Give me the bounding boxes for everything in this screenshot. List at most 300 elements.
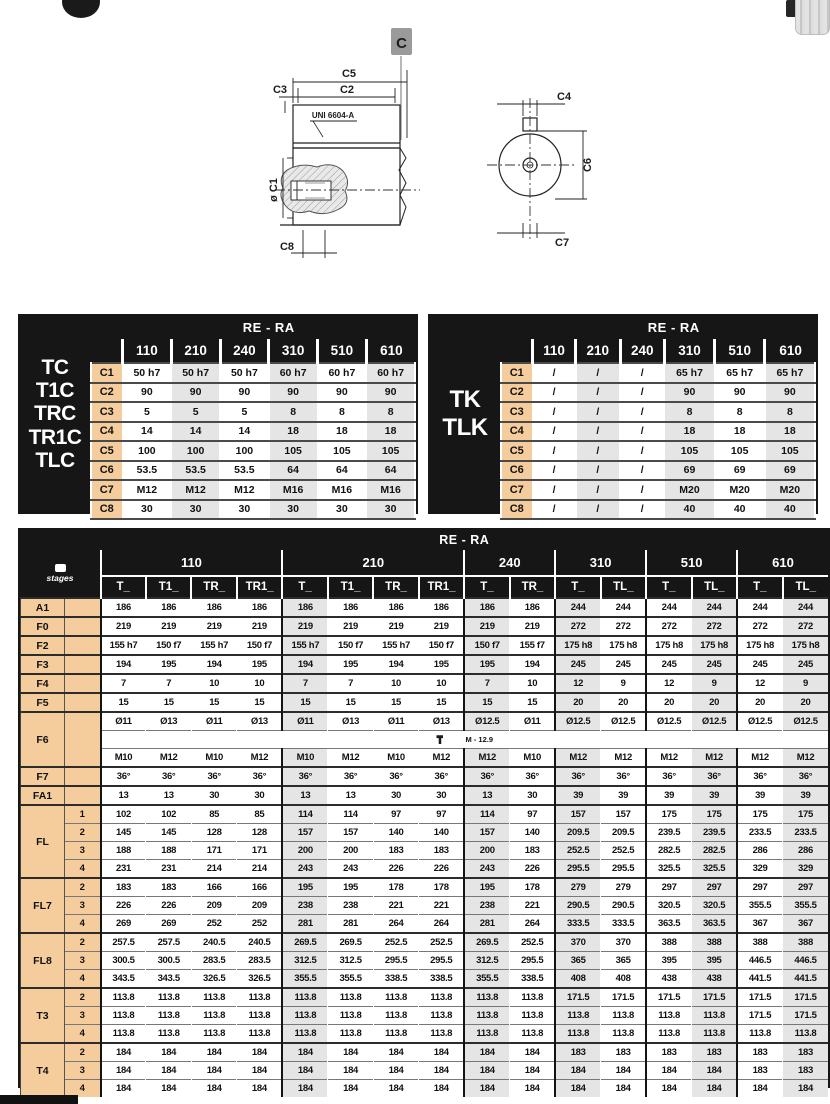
dim-value-cell: 9 (783, 674, 828, 693)
dim-value-cell: 183 (601, 1043, 646, 1062)
tk-dimensions (500, 316, 816, 520)
dim-value-cell: 113.8 (282, 988, 327, 1007)
stage-cell: 2 (65, 933, 101, 952)
dim-value-cell: 145 (146, 824, 191, 842)
dim-value-cell: 194 (373, 655, 418, 674)
dim-value-cell: 150 f7 (237, 636, 282, 655)
dimension-row (501, 383, 815, 403)
dim-value-cell: 365 (601, 952, 646, 970)
dim-value-cell: 186 (510, 598, 555, 617)
row-label: F3 (21, 655, 65, 674)
dim-value-cell: 209 (237, 897, 282, 915)
dim-value-cell: / (576, 480, 620, 500)
dim-value-cell: 355.5 (783, 897, 828, 915)
dim-value-cell: 113.8 (555, 1025, 600, 1044)
dim-value-cell: 388 (692, 933, 737, 952)
dim-value-cell: 113.8 (101, 1007, 146, 1025)
dim-value-cell: 10 (419, 674, 464, 693)
dim-value-cell: 186 (373, 598, 418, 617)
dim-value-cell: 184 (510, 1043, 555, 1062)
stage-cell (65, 674, 101, 693)
dim-value-cell: 113.8 (646, 1007, 691, 1025)
dim-value-cell: 272 (601, 617, 646, 636)
dim-value-cell: / (533, 461, 576, 481)
dim-label-cell: C6 (91, 461, 123, 481)
dim-value-cell: 183 (783, 1062, 828, 1080)
dim-value-cell: / (576, 461, 620, 481)
dim-value-cell: 395 (692, 952, 737, 970)
dim-value-cell: 184 (555, 1062, 600, 1080)
dim-value-cell: 269.5 (464, 933, 509, 952)
dim-value-cell: Ø12.5 (555, 712, 600, 731)
dim-value-cell: 283.5 (191, 952, 236, 970)
dim-value-cell: 194 (282, 655, 327, 674)
dim-value-cell: 171.5 (555, 988, 600, 1007)
dim-value-cell: 157 (464, 824, 509, 842)
stages-header (21, 550, 101, 598)
dim-value-cell: / (533, 363, 576, 383)
row-label: F2 (21, 636, 65, 655)
dim-value-cell: 184 (237, 1062, 282, 1080)
model-name: TC (41, 356, 69, 380)
dim-value-cell: 233.5 (783, 824, 828, 842)
dim-label-cell: C5 (501, 441, 533, 461)
dim-value-cell: 36° (419, 767, 464, 786)
dim-value-cell: 140 (510, 824, 555, 842)
dim-value-cell: 184 (101, 1062, 146, 1080)
screw-icon (436, 735, 443, 744)
dim-value-cell: 140 (419, 824, 464, 842)
dim-value-cell: 105 (366, 441, 415, 461)
dim-value-cell: M12 (737, 749, 782, 768)
dimension-row (21, 1080, 829, 1098)
stage-cell: 4 (65, 860, 101, 879)
dim-value-cell: 183 (101, 878, 146, 897)
dim-value-cell: 238 (328, 897, 373, 915)
dim-value-cell: 245 (601, 655, 646, 674)
dim-value-cell: 53.5 (220, 461, 269, 481)
dim-value-cell: 295.5 (419, 952, 464, 970)
dim-value-cell: 39 (783, 786, 828, 805)
dim-value-cell: 10 (237, 674, 282, 693)
dim-value-cell: 363.5 (692, 915, 737, 934)
dim-value-cell: / (533, 500, 576, 520)
dim-value-cell: 186 (464, 598, 509, 617)
dim-value-cell: 20 (783, 693, 828, 712)
dim-value-cell: 97 (373, 805, 418, 824)
row-label: F5 (21, 693, 65, 712)
dim-value-cell: 272 (737, 617, 782, 636)
dim-value-cell: 175 h8 (783, 636, 828, 655)
dim-value-cell: 178 (510, 878, 555, 897)
dim-value-cell: 150 f7 (328, 636, 373, 655)
dimension-row (501, 422, 815, 442)
stage-cell: 2 (65, 878, 101, 897)
stage-cell: 3 (65, 842, 101, 860)
dim-value-cell: 155 h7 (101, 636, 146, 655)
dim-value-cell: 184 (146, 1062, 191, 1080)
dim-value-cell: 30 (269, 500, 318, 520)
dim-value-cell: 312.5 (464, 952, 509, 970)
model-list-tc (20, 316, 90, 512)
model-name: TK (449, 386, 481, 414)
dim-value-cell: 184 (146, 1043, 191, 1062)
dim-value-cell: 438 (692, 970, 737, 989)
dim-value-cell: / (533, 383, 576, 403)
dim-value-cell: 279 (555, 878, 600, 897)
stages-label: stages (46, 573, 74, 583)
dim-value-cell: 36° (510, 767, 555, 786)
dim-value-cell: 343.5 (101, 970, 146, 989)
dim-value-cell: 60 h7 (269, 363, 318, 383)
dim-value-cell: M12 (601, 749, 646, 768)
view-badge-label: C (396, 35, 407, 52)
shaft-type-header: T_ (101, 576, 146, 598)
dim-value-cell: 195 (237, 655, 282, 674)
dim-value-cell: 113.8 (328, 1025, 373, 1044)
dim-value-cell: 226 (510, 860, 555, 879)
dim-value-cell: 64 (269, 461, 318, 481)
dim-value-cell: 97 (419, 805, 464, 824)
dim-value-cell: M12 (171, 480, 220, 500)
dim-value-cell: 184 (191, 1080, 236, 1098)
dim-value-cell: 105 (715, 441, 765, 461)
dim-value-cell: 36° (737, 767, 782, 786)
dim-value-cell: 30 (191, 786, 236, 805)
dim-value-cell: 282.5 (646, 842, 691, 860)
dimension-row (21, 970, 829, 989)
stage-cell (65, 617, 101, 636)
dim-value-cell: 252.5 (373, 933, 418, 952)
dim-value-cell: 15 (282, 693, 327, 712)
dim-value-cell: 446.5 (783, 952, 828, 970)
dim-value-cell: 184 (646, 1080, 691, 1098)
dim-value-cell: 36° (146, 767, 191, 786)
dim-value-cell: 36° (101, 767, 146, 786)
dim-value-cell: 272 (692, 617, 737, 636)
dim-value-cell: 355.5 (464, 970, 509, 989)
dim-label-cell: C8 (501, 500, 533, 520)
gearbox-icon (55, 564, 66, 572)
dim-value-cell: 329 (783, 860, 828, 879)
dim-value-cell: 5 (171, 402, 220, 422)
dim-value-cell: 15 (373, 693, 418, 712)
dim-value-cell: 171 (237, 842, 282, 860)
dim-value-cell: 252.5 (510, 933, 555, 952)
dim-value-cell: 90 (366, 383, 415, 403)
dim-value-cell: M20 (715, 480, 765, 500)
dim-value-cell: 114 (328, 805, 373, 824)
dim-value-cell: 113.8 (191, 1007, 236, 1025)
dim-value-cell: 186 (419, 598, 464, 617)
dim-value-cell: 388 (646, 933, 691, 952)
dim-value-cell: 300.5 (146, 952, 191, 970)
dim-value-cell: 184 (373, 1062, 418, 1080)
dim-value-cell: 269 (146, 915, 191, 934)
dim-value-cell: M12 (146, 749, 191, 768)
dim-value-cell: / (576, 363, 620, 383)
dim-value-cell: 65 h7 (715, 363, 765, 383)
dim-value-cell: 244 (737, 598, 782, 617)
dim-value-cell: 13 (464, 786, 509, 805)
dim-value-cell: M10 (373, 749, 418, 768)
dim-value-cell: 155 h7 (191, 636, 236, 655)
dim-value-cell: 36° (692, 767, 737, 786)
dim-value-cell: 171.5 (692, 988, 737, 1007)
dim-value-cell: 13 (282, 786, 327, 805)
dim-value-cell: 113.8 (555, 1007, 600, 1025)
dim-value-cell: 113.8 (783, 1025, 828, 1044)
size-header: 210 (576, 339, 620, 363)
dim-value-cell: 184 (510, 1080, 555, 1098)
dim-value-cell: 184 (237, 1043, 282, 1062)
dim-value-cell: 286 (737, 842, 782, 860)
model-name: TLC (35, 448, 75, 472)
dimension-row (21, 1007, 829, 1025)
size-group-header: 610 (737, 550, 828, 576)
dim-value-cell: 90 (220, 383, 269, 403)
dim-value-cell: 39 (555, 786, 600, 805)
dim-value-cell: 195 (328, 878, 373, 897)
dim-value-cell: 408 (555, 970, 600, 989)
dim-value-cell: 113.8 (328, 988, 373, 1007)
shaft-type-header: TR1_ (237, 576, 282, 598)
dim-value-cell: 113.8 (237, 1025, 282, 1044)
row-label: FL8 (21, 933, 65, 988)
dim-value-cell: 100 (123, 441, 172, 461)
dim-value-cell: 175 h8 (555, 636, 600, 655)
dim-value-cell: 281 (464, 915, 509, 934)
dim-value-cell: 184 (555, 1080, 600, 1098)
dimension-row (91, 363, 415, 383)
dim-value-cell: Ø12.5 (601, 712, 646, 731)
size-header: 110 (533, 339, 576, 363)
dim-value-cell: 243 (328, 860, 373, 879)
dim-value-cell: Ø11 (101, 712, 146, 731)
dimension-row (501, 461, 815, 481)
shaft-type-header: TR_ (191, 576, 236, 598)
dim-value-cell: 244 (555, 598, 600, 617)
dim-value-cell: 113.8 (101, 1025, 146, 1044)
dimension-row (91, 500, 415, 520)
dim-value-cell: 64 (318, 461, 367, 481)
size-header: 240 (620, 339, 664, 363)
dim-value-cell: 30 (318, 500, 367, 520)
dim-value-cell: 12 (646, 674, 691, 693)
dim-value-cell: M16 (366, 480, 415, 500)
screw-class-text: M - 12.9 (465, 734, 493, 744)
dim-value-cell: 15 (419, 693, 464, 712)
model-name: TR1C (28, 425, 82, 449)
stage-cell (65, 712, 101, 767)
dimension-row (21, 786, 829, 805)
dim-value-cell: M12 (692, 749, 737, 768)
dim-value-cell: 175 (692, 805, 737, 824)
dim-value-cell: 30 (373, 786, 418, 805)
dim-value-cell: 240.5 (237, 933, 282, 952)
dim-value-cell: / (533, 480, 576, 500)
dimension-row (501, 363, 815, 383)
dim-value-cell: 175 (646, 805, 691, 824)
dim-value-cell: 184 (464, 1080, 509, 1098)
stage-cell: 4 (65, 915, 101, 934)
dim-value-cell: 36° (191, 767, 236, 786)
dim-value-cell: 171.5 (783, 1007, 828, 1025)
dim-value-cell: 300.5 (101, 952, 146, 970)
dim-value-cell: 184 (282, 1062, 327, 1080)
dim-value-cell: / (533, 441, 576, 461)
dim-value-cell: 312.5 (328, 952, 373, 970)
dim-value-cell: 184 (419, 1080, 464, 1098)
dim-value-cell: 244 (783, 598, 828, 617)
dim-value-cell: 30 (171, 500, 220, 520)
dim-value-cell: 105 (765, 441, 815, 461)
dim-value-cell: 290.5 (555, 897, 600, 915)
dim-value-cell: / (576, 441, 620, 461)
dim-value-cell: 184 (692, 1062, 737, 1080)
dim-value-cell: M20 (664, 480, 714, 500)
dim-value-cell: 355.5 (282, 970, 327, 989)
dim-value-cell: 90 (318, 383, 367, 403)
dim-value-cell: 113.8 (464, 1007, 509, 1025)
dimension-row (21, 636, 829, 655)
dim-value-cell: 184 (737, 1080, 782, 1098)
dim-value-cell: 183 (146, 878, 191, 897)
stage-cell: 2 (65, 1043, 101, 1062)
row-label: F0 (21, 617, 65, 636)
dimension-row (21, 952, 829, 970)
dim-value-cell: 175 h8 (692, 636, 737, 655)
dim-value-cell: 7 (101, 674, 146, 693)
dim-value-cell: 195 (146, 655, 191, 674)
dim-value-cell: M10 (191, 749, 236, 768)
dim-value-cell: 221 (419, 897, 464, 915)
dim-value-cell: / (576, 383, 620, 403)
dim-value-cell: 14 (123, 422, 172, 442)
model-name: T1C (35, 379, 75, 403)
dim-value-cell: 15 (464, 693, 509, 712)
gearbox-photo-body (795, 0, 830, 35)
dimension-row (21, 749, 829, 768)
dim-value-cell: 90 (123, 383, 172, 403)
dim-value-cell: 388 (783, 933, 828, 952)
dim-value-cell: 226 (146, 897, 191, 915)
dim-value-cell: 245 (646, 655, 691, 674)
shaft-type-header: TR_ (373, 576, 418, 598)
dim-value-cell: 171.5 (646, 988, 691, 1007)
dim-value-cell: 231 (101, 860, 146, 879)
dimension-row (21, 693, 829, 712)
dim-value-cell: 264 (419, 915, 464, 934)
dim-value-cell: 13 (101, 786, 146, 805)
dim-label-cell: C8 (91, 500, 123, 520)
dim-value-cell: 85 (191, 805, 236, 824)
dim-value-cell: M10 (282, 749, 327, 768)
dim-value-cell: 183 (737, 1062, 782, 1080)
dim-value-cell: 13 (328, 786, 373, 805)
dim-value-cell: 441.5 (783, 970, 828, 989)
dim-value-cell: 184 (101, 1043, 146, 1062)
size-header: 210 (171, 339, 220, 363)
dim-value-cell: 113.8 (601, 1025, 646, 1044)
dimension-row (501, 500, 815, 520)
dim-value-cell: 113.8 (510, 988, 555, 1007)
dim-value-cell: 184 (191, 1043, 236, 1062)
dim-value-cell: 90 (664, 383, 714, 403)
dim-value-cell: Ø13 (419, 712, 464, 731)
shaft-type-header: TR_ (510, 576, 555, 598)
dim-value-cell: 113.8 (692, 1025, 737, 1044)
dim-value-cell: 113.8 (737, 1025, 782, 1044)
dim-value-cell: 219 (510, 617, 555, 636)
dim-value-cell: 171.5 (737, 1007, 782, 1025)
dim-c7: C7 (555, 237, 570, 249)
dim-value-cell: 113.8 (373, 988, 418, 1007)
dim-value-cell: 113.8 (191, 988, 236, 1007)
dim-value-cell: 238 (464, 897, 509, 915)
dim-value-cell: 10 (373, 674, 418, 693)
dim-value-cell: 85 (237, 805, 282, 824)
dim-value-cell: 113.8 (601, 1007, 646, 1025)
dim-value-cell: 20 (737, 693, 782, 712)
shaft-type-header: TL_ (692, 576, 737, 598)
dimension-row (21, 598, 829, 617)
dim-value-cell: M10 (101, 749, 146, 768)
dim-value-cell: 12 (737, 674, 782, 693)
dim-value-cell: 279 (601, 878, 646, 897)
dimensions-table-tk (428, 314, 818, 514)
dim-value-cell: 195 (419, 655, 464, 674)
dim-value-cell: 40 (765, 500, 815, 520)
size-header: 510 (715, 339, 765, 363)
dim-value-cell: 245 (692, 655, 737, 674)
dim-value-cell: 388 (737, 933, 782, 952)
dim-value-cell: 200 (282, 842, 327, 860)
row-label: FL (21, 805, 65, 878)
dim-value-cell: 297 (646, 878, 691, 897)
dim-value-cell: 184 (373, 1043, 418, 1062)
dim-value-cell: 333.5 (555, 915, 600, 934)
dimension-row (21, 878, 829, 897)
dim-value-cell: M12 (220, 480, 269, 500)
dim-value-cell: 295.5 (601, 860, 646, 879)
dim-value-cell: 183 (510, 842, 555, 860)
dim-value-cell: 155 f7 (510, 636, 555, 655)
shaft-type-header: T_ (282, 576, 327, 598)
dim-value-cell: 14 (171, 422, 220, 442)
size-group-header: 510 (646, 550, 737, 576)
dim-value-cell: 40 (664, 500, 714, 520)
stage-cell (65, 693, 101, 712)
dim-value-cell: 36° (783, 767, 828, 786)
dim-value-cell: 281 (282, 915, 327, 934)
dim-value-cell: 171 (191, 842, 236, 860)
dim-value-cell: 30 (220, 500, 269, 520)
dim-value-cell: 113.8 (419, 988, 464, 1007)
size-group-header: 110 (101, 550, 283, 576)
dim-value-cell: 36° (646, 767, 691, 786)
dim-value-cell: 184 (419, 1062, 464, 1080)
dim-value-cell: 219 (419, 617, 464, 636)
corner-blank (91, 339, 123, 363)
dim-value-cell: 10 (191, 674, 236, 693)
dim-value-cell: 171.5 (783, 988, 828, 1007)
dim-value-cell: Ø13 (237, 712, 282, 731)
stage-cell: 4 (65, 1080, 101, 1098)
dim-value-cell: 7 (146, 674, 191, 693)
dim-value-cell: / (620, 422, 664, 442)
dim-value-cell: 157 (282, 824, 327, 842)
